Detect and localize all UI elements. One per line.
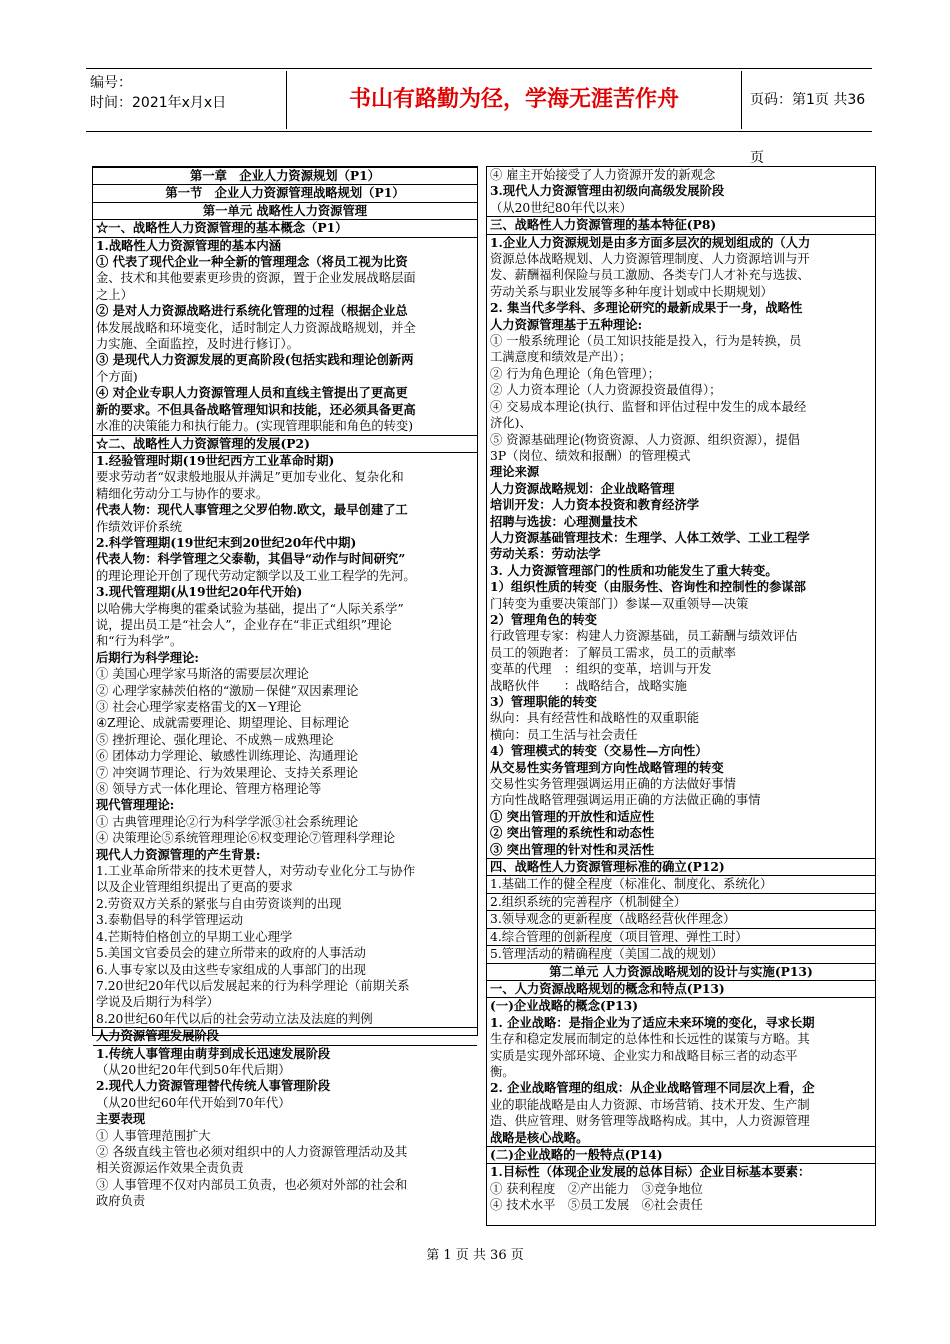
text-line: 从交易性实务管理到方向性战略管理的转变 bbox=[490, 759, 724, 775]
text-line: 人力资源管理发展阶段 bbox=[93, 1027, 477, 1044]
text-line: ④ 雇主开始接受了人力资源开发的新观念 bbox=[490, 168, 716, 182]
text-line: 行政管理专家：构建人力资源基础，员工薪酬与绩效评估 bbox=[490, 629, 798, 644]
text-line: 2. 集当代多学科、多理论研究的最新成果于一身，战略性 bbox=[490, 300, 803, 316]
text-line: 1.目标性（体现企业发展的总体目标）企业目标基本要素： bbox=[487, 1163, 875, 1180]
text-line: 衡。 bbox=[490, 1064, 515, 1079]
text-line: 战略是核心战略。 bbox=[490, 1129, 589, 1145]
text-line: 7.20世纪20年代以后发展起来的行为科学理论（前期关系 bbox=[96, 978, 410, 993]
text-line: 第一单元 战略性人力资源管理 bbox=[93, 202, 477, 219]
text-line: 一、人力资源战略规划的概念和特点(P13) bbox=[487, 980, 875, 997]
text-line: 主要表现 bbox=[96, 1111, 146, 1127]
text-line: ② 心理学家赫茨伯格的“激励－保健”双因素理论 bbox=[96, 683, 359, 698]
text-line: 3.现代人力资源管理由初级向高级发展阶段 bbox=[490, 183, 725, 199]
text-line: 人力资源基础管理技术：生理学、人体工效学、工业工程学 bbox=[490, 529, 810, 545]
text-line: 和“行为科学”。 bbox=[96, 634, 183, 649]
text-line: 方向性战略管理强调运用正确的方法做正确的事情 bbox=[490, 793, 761, 808]
text-line: 金、技术和其他要素更珍贵的资源，置于企业发展战略层面 bbox=[96, 271, 416, 286]
text-line: 员工的领跑者：了解员工需求，员工的贡献率 bbox=[490, 645, 736, 660]
text-line: 1.企业人力资源规划是由多方面多层次的规划组成的（人力 bbox=[487, 234, 875, 251]
text-line: 造、供应管理、财务管理等战略构成。其中，人力资源管理 bbox=[490, 1114, 810, 1129]
text-line: 理论来源 bbox=[490, 464, 540, 480]
text-line: 5.管理活动的精确程度（美国二战的规划） bbox=[487, 945, 875, 962]
text-line: （从20世纪20年代到50年代后期） bbox=[96, 1062, 291, 1077]
text-line: 4.综合管理的创新程度（项目管理、弹性工时） bbox=[487, 928, 875, 945]
text-line: 的理论理论开创了现代劳动定额学以及工业工程学的先河。 bbox=[96, 568, 416, 583]
text-line: ④ 交易成本理论(执行、监督和评估过程中发生的成本最经 bbox=[490, 399, 807, 414]
text-line: 发、薪酬福利保险与员工激励、各类专门人才补充与选拔、 bbox=[490, 268, 810, 283]
text-line: 生存和稳定发展而制定的总体性和长远性的谋策与方略。其 bbox=[490, 1032, 810, 1047]
text-line: 以及企业管理组织提出了更高的要求 bbox=[96, 880, 293, 895]
text-line: 代表人物：现代人事管理之父罗伯物.欧文，最早创建了工 bbox=[96, 502, 408, 518]
text-line: 培训开发：人力资本投资和教育经济学 bbox=[490, 497, 700, 513]
time-label: 时间：2021年x月x日 bbox=[90, 95, 227, 111]
text-line: 济化)、 bbox=[490, 416, 532, 431]
text-line: 新的要求。不但具备战略管理知识和技能，还必须具备更高 bbox=[96, 401, 416, 417]
page-label: 页码：第1页 共36页 bbox=[750, 92, 866, 166]
text-line: 现代人力资源管理的产生背景: bbox=[96, 846, 261, 862]
text-line: 招聘与选拔：心理测量技术 bbox=[490, 513, 638, 529]
text-line: ⑦ 冲突调节理论、行为效果理论、支持关系理论 bbox=[96, 765, 359, 780]
text-line: ③ 突出管理的针对性和灵活性 bbox=[490, 841, 655, 857]
text-line: 人力资源战略规划：企业战略管理 bbox=[490, 480, 675, 496]
text-line: 四、战略性人力资源管理标准的确立(P12) bbox=[487, 858, 875, 875]
text-line: 交易性实务管理强调运用正确的方法做好事情 bbox=[490, 777, 736, 792]
text-line: 8.20世纪60年代以后的社会劳动立法及法庭的判例 bbox=[96, 1011, 373, 1026]
text-line: 2.组织系统的完善程序（机制健全） bbox=[487, 893, 875, 910]
text-line: 3. 人力资源管理部门的性质和功能发生了重大转变。 bbox=[490, 562, 778, 578]
text-line: 要求劳动者“奴隶般地服从并满足”更加专业化、复杂化和 bbox=[96, 470, 404, 485]
text-line: 1）组织性质的转变（由服务性、咨询性和控制性的参谋部 bbox=[490, 579, 806, 595]
text-line: 以哈佛大学梅奥的霍桑试验为基础，提出了“人际关系学” bbox=[96, 601, 404, 616]
left-column bbox=[92, 166, 478, 1209]
text-line: 水准的决策能力和执行能力。(实现管理职能和角色的转变) bbox=[96, 419, 414, 434]
text-line: 相关资源运作效果全责负责 bbox=[96, 1161, 244, 1176]
text-line: ① 人事管理范围扩大 bbox=[96, 1128, 211, 1143]
text-line: 第一节 企业人力资源管理战略规划（P1） bbox=[93, 184, 477, 201]
text-line: 三、战略性人力资源管理的基本特征(P8) bbox=[487, 216, 875, 233]
text-line: 1.战略性人力资源管理的基本内涵 bbox=[93, 237, 477, 254]
text-line: ② 是对人力资源战略进行系统化管理的过程（根据企业总 bbox=[96, 303, 408, 319]
header-meta bbox=[90, 73, 226, 113]
text-line: （从20世纪60年代开始到70年代） bbox=[96, 1095, 291, 1110]
text-line: ② 行为角色理论（角色管理）； bbox=[490, 366, 660, 381]
text-line: 2.劳资双方关系的紧张与自由劳资谈判的出现 bbox=[96, 896, 342, 911]
text-line: 精细化劳动分工与协作的要求。 bbox=[96, 486, 269, 501]
text-line: ① 获利程度 ②产出能力 ③竞争地位 bbox=[490, 1181, 703, 1196]
text-line: 1.基础工作的健全程度（标准化、制度化、系统化） bbox=[487, 875, 875, 892]
text-line: 纵向：具有经营性和战略性的双重职能 bbox=[490, 711, 700, 726]
text-line: 个方面) bbox=[96, 369, 138, 384]
text-line: 之上） bbox=[96, 287, 133, 302]
text-line: 第二单元 人力资源战略规划的设计与实施(P13) bbox=[487, 963, 875, 980]
text-line: 工满意度和绩效是产出）； bbox=[490, 350, 632, 365]
text-line: ☆一、战略性人力资源管理的基本概念（P1） bbox=[93, 219, 477, 236]
text-line: ① 一般系统理论（员工知识技能是投入，行为是转换，员 bbox=[490, 334, 802, 349]
text-line: ③ 社会心理学家麦格雷戈的X－Y理论 bbox=[96, 700, 302, 714]
text-line: 3.现代管理期(从19世纪20年代开始) bbox=[96, 584, 303, 600]
text-line: 2）管理角色的转变 bbox=[490, 611, 597, 627]
text-line: 资源总体战略规划、人力资源管理制度、人力资源培训与开 bbox=[490, 252, 810, 267]
text-line: 4.芒斯特伯格创立的早期工业心理学 bbox=[96, 929, 293, 944]
text-line: 体发展战略和环境变化，适时制定人力资源战略规划，并全 bbox=[96, 320, 416, 335]
text-line: 代表人物：科学管理之父泰勒，其倡导“动作与时间研究” bbox=[96, 551, 406, 567]
text-line: 人力资源管理基于五种理论: bbox=[490, 316, 643, 332]
text-line: ⑥ 团体动力学理论、敏感性训练理论、沟通理论 bbox=[96, 749, 359, 764]
text-line: 战略伙伴 ：战略结合，战略实施 bbox=[490, 678, 687, 693]
text-line: 业的职能战略是由人力资源、市场营销、技术开发、生产制 bbox=[490, 1097, 810, 1112]
text-line: ⑤ 挫折理论、强化理论、不成熟－成熟理论 bbox=[96, 732, 334, 747]
text-line: ① 古典管理理论②行为科学学派③社会系统理论 bbox=[96, 814, 359, 829]
text-line: （从20世纪80年代以来） bbox=[490, 200, 632, 215]
text-line: 说，提出员工是“社会人”，企业存在“非正式组织”理论 bbox=[96, 617, 392, 632]
right-column bbox=[486, 166, 876, 1226]
text-line: ② 人力资本理论（人力资源投资最值得）； bbox=[490, 383, 722, 398]
text-line: ③ 是现代人力资源发展的更高阶段(包括实践和理论创新两 bbox=[96, 352, 414, 368]
text-line: ④ 决策理论⑤系统管理理论⑥权变理论⑦管理科学理论 bbox=[96, 831, 396, 846]
text-line: 劳动关系与职业发展等多种年度计划或中长期规划） bbox=[490, 284, 773, 299]
text-line: 3）管理职能的转变 bbox=[490, 694, 597, 709]
text-line: 横向：员工生活与社会责任 bbox=[490, 727, 638, 742]
text-line: 实质是实现外部环境、企业实力和战略目标三者的动态平 bbox=[490, 1048, 798, 1063]
text-line: 1. 企业战略：是指企业为了适应未来环境的变化，寻求长期 bbox=[490, 1014, 815, 1030]
text-line: (一)企业战略的概念(P13) bbox=[487, 997, 875, 1014]
text-line: 政府负责 bbox=[96, 1194, 146, 1209]
text-line: (二)企业战略的一般特点(P14) bbox=[487, 1146, 875, 1163]
text-line: 现代管理理论: bbox=[96, 797, 175, 813]
text-line: ② 突出管理的系统性和动态性 bbox=[490, 825, 655, 841]
text-line: ① 突出管理的开放性和适应性 bbox=[490, 808, 655, 824]
text-line: 变革的代理 ：组织的变革，培训与开发 bbox=[490, 662, 712, 677]
text-line: 5.美国文官委员会的建立所带来的政府的人事活动 bbox=[96, 946, 366, 961]
text-line: 作绩效评价系统 bbox=[96, 519, 183, 534]
text-line: ① 代表了现代企业一种全新的管理理念（将员工视为比资 bbox=[96, 254, 408, 270]
text-line: 4）管理模式的转变（交易性—方向性） bbox=[490, 743, 708, 759]
text-line: 6.人事专家以及由这些专家组成的人事部门的出现 bbox=[96, 962, 366, 977]
text-line: 1.工业革命所带来的技术更替人，对劳动专业化分工与协作 bbox=[96, 864, 416, 879]
text-line: 劳动关系：劳动法学 bbox=[490, 546, 601, 562]
text-line: ① 美国心理学家马斯洛的需要层次理论 bbox=[96, 667, 309, 682]
text-line: 2.科学管理期(19世纪末到20世纪20年代中期) bbox=[96, 534, 357, 550]
text-line: ② 各级直线主管也必须对组织中的人力资源管理活动及其 bbox=[96, 1144, 408, 1159]
text-line: 力实施、全面监控，及时进行修订）。 bbox=[96, 337, 299, 352]
text-line: 3.领导观念的更新程度（战略经营伙伴理念） bbox=[487, 910, 875, 927]
text-line: ☆二、战略性人力资源管理的发展(P2) bbox=[93, 435, 477, 452]
text-line: ④ 技术水平 ⑤员工发展 ⑥社会责任 bbox=[490, 1198, 703, 1213]
text-line: ④ 对企业专职人力资源管理人员和直线主管提出了更高更 bbox=[96, 385, 408, 401]
code-label: 编号： bbox=[90, 75, 132, 91]
text-line: 1.传统人事管理由萌芽到成长迅速发展阶段 bbox=[93, 1045, 477, 1062]
text-line: 学说及后期行为科学） bbox=[96, 995, 219, 1010]
text-line: ⑧ 领导方式一体化理论、管理方格理论等 bbox=[96, 782, 322, 797]
text-line: 2. 企业战略管理的组成：从企业战略管理不同层次上看，企 bbox=[490, 1080, 815, 1096]
text-line: 2.现代人力资源管理替代传统人事管理阶段 bbox=[96, 1078, 331, 1094]
text-line: 1.经验管理时期(19世纪西方工业革命时期) bbox=[93, 452, 477, 469]
text-line: ④Z理论、成就需要理论、期望理论、目标理论 bbox=[96, 716, 350, 731]
text-line: 门转变为重要决策部门）参谋—双重领导—决策 bbox=[490, 596, 749, 611]
motto: 书山有路勤为径，学海无涯苦作舟 bbox=[286, 71, 742, 129]
page-header bbox=[86, 68, 872, 166]
text-line: 第一章 企业人力资源规划（P1） bbox=[93, 167, 477, 184]
text-line: 3.泰勒倡导的科学管理运动 bbox=[96, 913, 243, 928]
text-line: 后期行为科学理论: bbox=[96, 649, 199, 665]
text-line: 3P（岗位、绩效和报酬）的管理模式 bbox=[490, 448, 691, 463]
text-line: ⑤ 资源基础理论(物资资源、人力资源、组织资源），提倡 bbox=[490, 432, 800, 447]
text-line: ③ 人事管理不仅对内部员工负责，也必须对外部的社会和 bbox=[96, 1177, 408, 1192]
page-footer: 第 1 页 共 36 页 bbox=[426, 1248, 524, 1263]
